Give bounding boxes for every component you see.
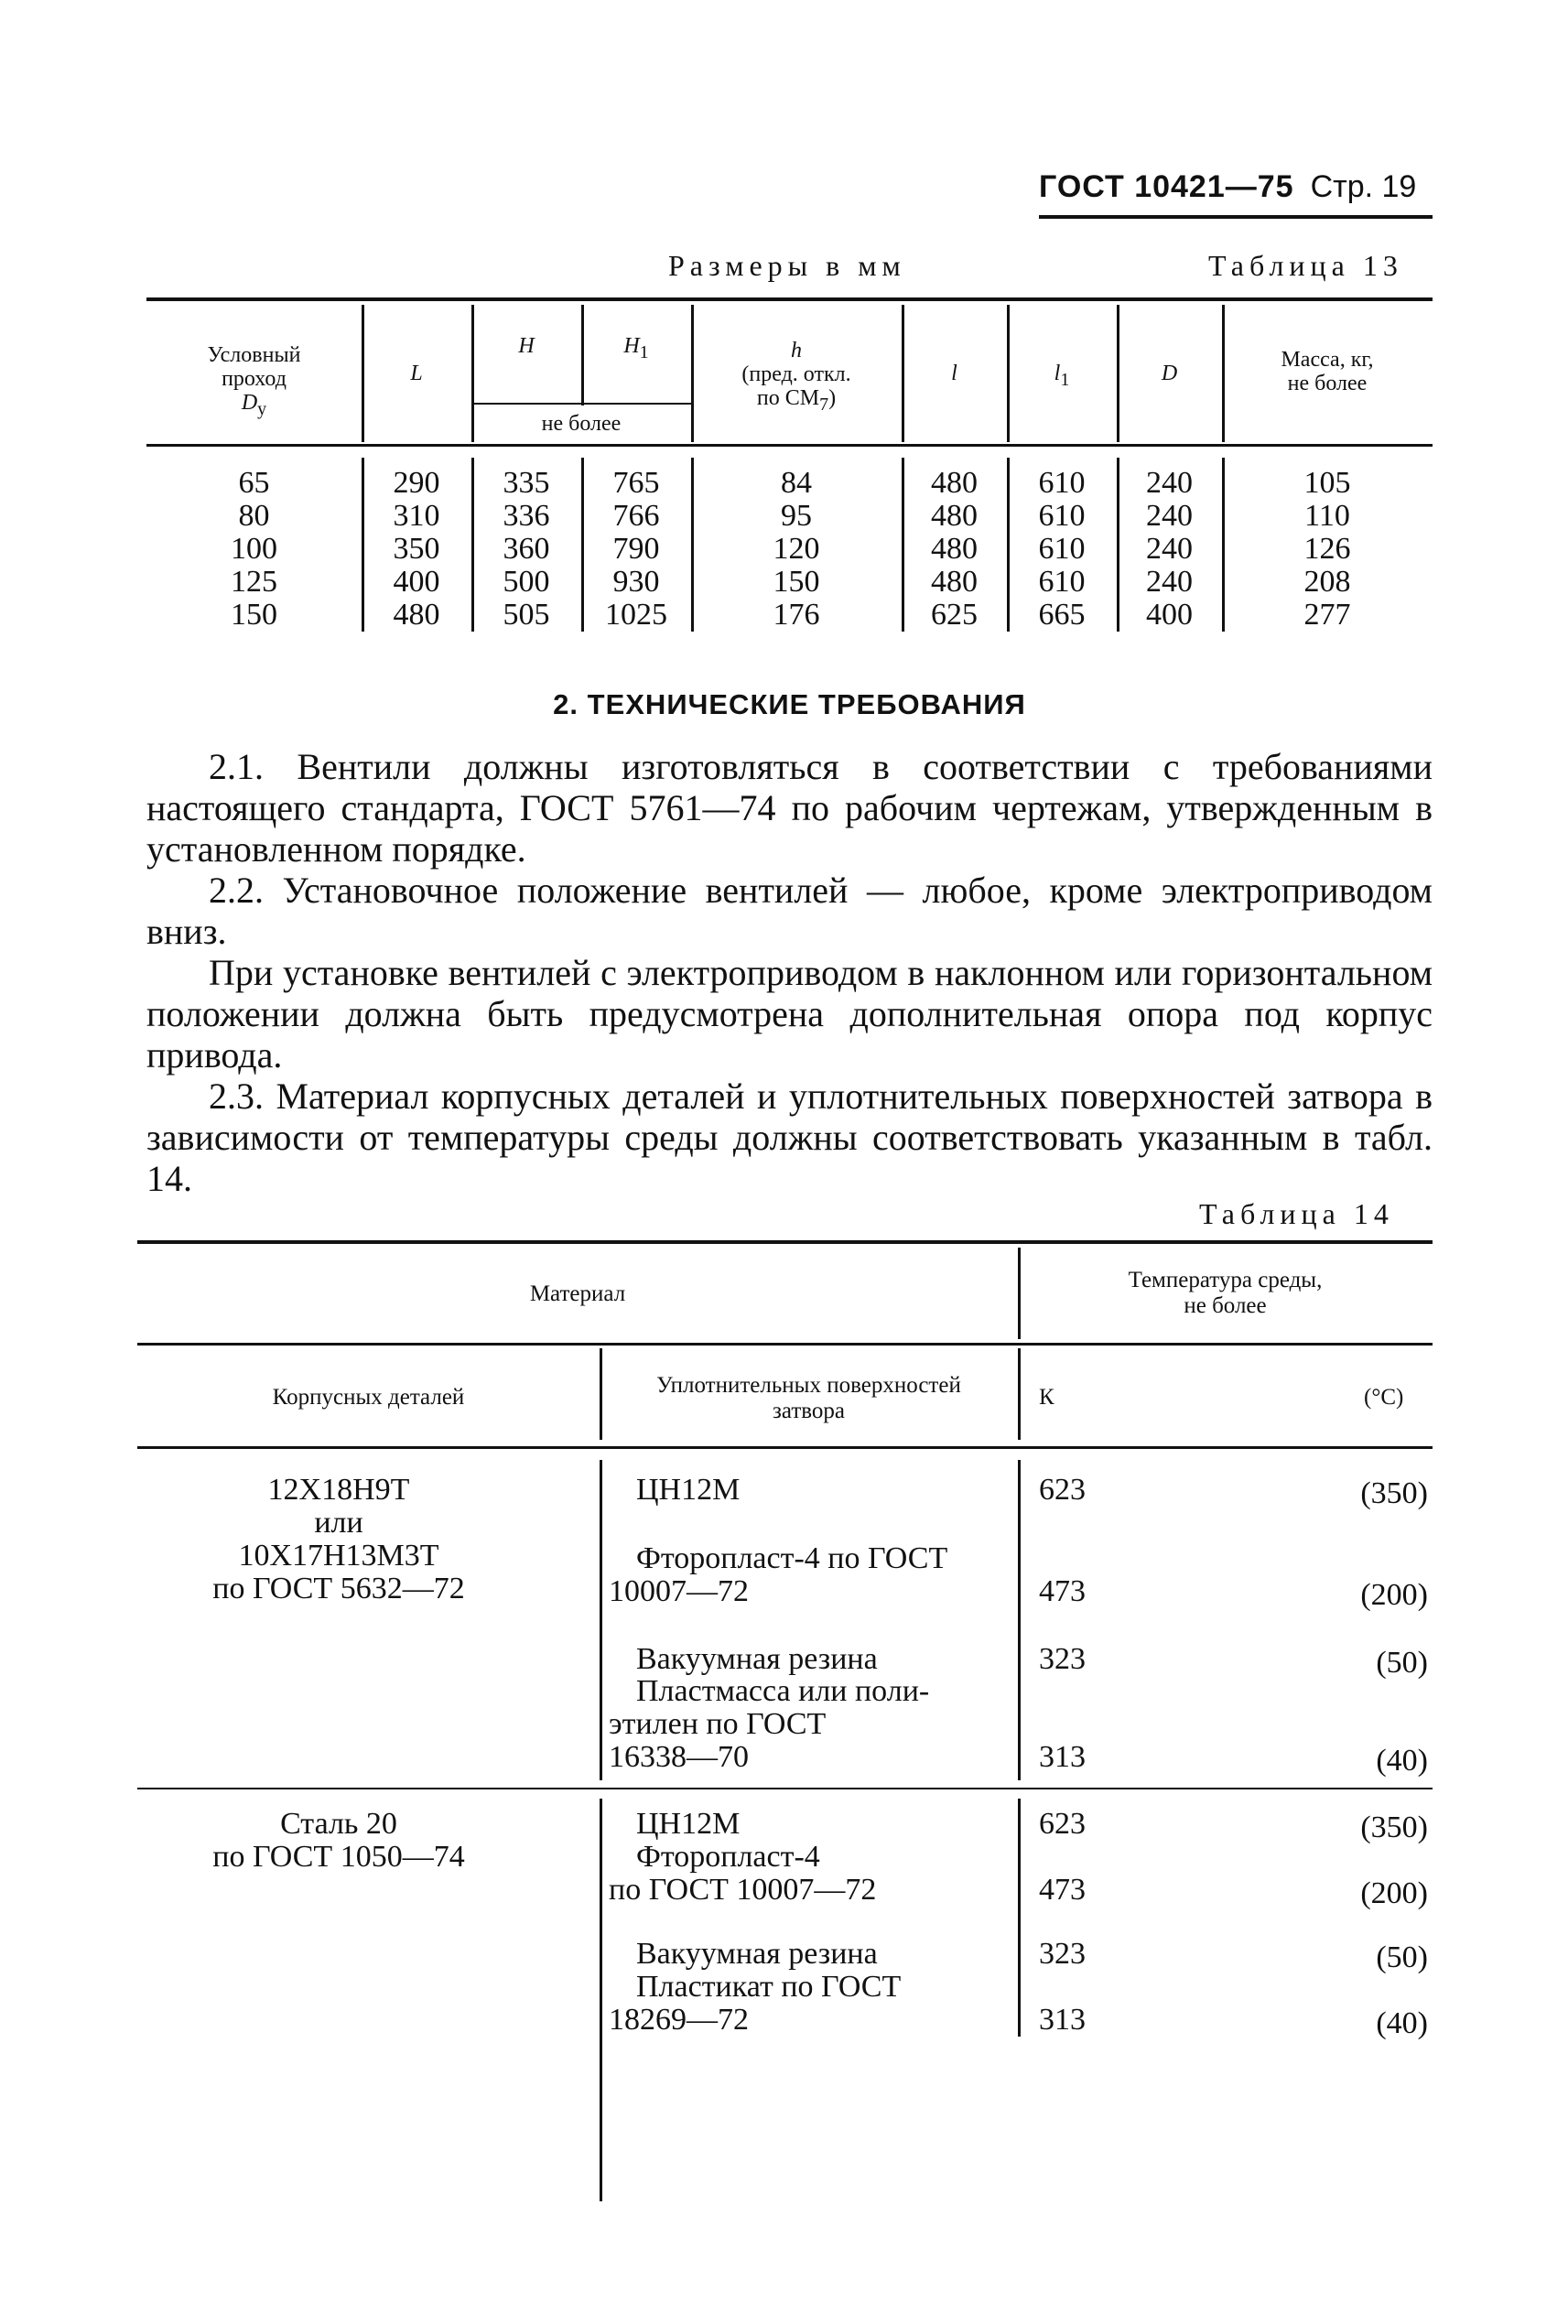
temp-celsius: (50) (1376, 1646, 1428, 1680)
seal-material-line: Вакуумная резина (636, 1642, 878, 1676)
table13-cell: 1025 (605, 598, 667, 632)
temp-celsius: (350) (1360, 1476, 1428, 1510)
th-dy: Условный проход $D_у$ (207, 343, 301, 419)
seal-material-line: ЦН12М (636, 1473, 741, 1507)
th-ne-bolee: не более (541, 412, 622, 436)
seal-material-line: Пластмасса или поли- (636, 1674, 930, 1708)
temp-kelvin: 623 (1039, 1807, 1086, 1841)
table13-cell: 665 (1038, 598, 1086, 632)
temp-celsius: (350) (1360, 1811, 1428, 1844)
th-D: D (1161, 362, 1178, 385)
temp-kelvin: 313 (1039, 2003, 1086, 2037)
th-kelvin: К (1039, 1385, 1054, 1410)
temp-kelvin: 323 (1039, 1642, 1086, 1676)
body-material-line: по ГОСТ 1050—74 (212, 1840, 465, 1874)
temp-kelvin: 473 (1039, 1574, 1086, 1608)
table13-cell: 930 (612, 565, 660, 599)
table13-cell: 625 (931, 598, 978, 632)
table13-cell: 100 (231, 532, 277, 566)
table13-cell: 790 (612, 532, 660, 566)
paragraph-2-2: 2.2. Установочное положение вентилей — любое, кроме электроприводом вниз. (146, 870, 1433, 952)
table13-cell: 765 (612, 466, 660, 500)
th-body-parts: Корпусных деталей (272, 1385, 465, 1410)
table13-cell: 65 (238, 466, 270, 500)
paragraph-2-3: 2.3. Материал корпусных деталей и уплотнительных поверхностей затвора в зависимости от температуры среды должны соответствовать указанным в табл. 14. (146, 1076, 1433, 1199)
table13-cell: 400 (393, 565, 440, 599)
table13-cell: 208 (1303, 565, 1351, 599)
table13-cell: 120 (773, 532, 820, 566)
seal-material-line: 10007—72 (609, 1574, 749, 1608)
temp-celsius: (200) (1360, 1578, 1428, 1612)
table13-cell: 125 (231, 565, 277, 599)
th-l1: $l_1$ (1054, 362, 1070, 390)
th-mass: Масса, кг, не более (1281, 348, 1374, 395)
temp-kelvin: 313 (1039, 1740, 1086, 1774)
table13-cell: 95 (781, 499, 812, 533)
table13-cell: 150 (231, 598, 277, 632)
section-title: 2. ТЕХНИЧЕСКИЕ ТРЕБОВАНИЯ (553, 688, 1026, 720)
table13-cell: 290 (393, 466, 440, 500)
seal-material-line: ЦН12М (636, 1807, 741, 1841)
table13-caption: Таблица 13 (1208, 249, 1403, 282)
table13-cell: 84 (781, 466, 812, 500)
body-material-line: 12Х18Н9Т (267, 1473, 410, 1507)
page-number: Стр. 19 (1310, 169, 1417, 204)
temp-celsius: (40) (1376, 2006, 1428, 2040)
table13-cell: 480 (931, 466, 978, 500)
table13-cell: 126 (1303, 532, 1351, 566)
temp-kelvin: 623 (1039, 1473, 1086, 1507)
temp-celsius: (50) (1376, 1940, 1428, 1974)
body-material-line: 10Х17Н13М3Т (238, 1539, 439, 1573)
table13-cell: 610 (1038, 499, 1086, 533)
seal-material-line: этилен по ГОСТ (609, 1707, 827, 1741)
table13-cell: 80 (238, 499, 270, 533)
table14-caption: Таблица 14 (1199, 1197, 1394, 1230)
table13-cell: 336 (503, 499, 550, 533)
table13-cell: 766 (612, 499, 660, 533)
th-H1: $H_1$ (623, 334, 649, 362)
th-L: L (410, 362, 423, 385)
table13-cell: 500 (503, 565, 550, 599)
table13-cell: 240 (1146, 466, 1193, 500)
th-l: l (951, 362, 957, 385)
temp-kelvin: 473 (1039, 1873, 1086, 1907)
table13-cell: 105 (1303, 466, 1351, 500)
th-seal-surfaces: Уплотнительных поверхностей затвора (656, 1373, 961, 1423)
th-material: Материал (529, 1281, 626, 1306)
table13-cell: 480 (931, 565, 978, 599)
table13-cell: 110 (1304, 499, 1350, 533)
paragraph-2-1: 2.1. Вентили должны изготовляться в соответствии с требованиями настоящего стандарта, ГОСТ 5761—74 по рабочим чертежам, утвержденным в установленном порядке. (146, 746, 1433, 870)
body-material-line: по ГОСТ 5632—72 (212, 1572, 465, 1605)
table13-cell: 240 (1146, 499, 1193, 533)
table13-cell: 240 (1146, 565, 1193, 599)
table13-cell: 480 (931, 532, 978, 566)
table-13 (146, 297, 1433, 636)
th-H: H (518, 334, 535, 358)
paragraph-2-2-note: При установке вентилей с электроприводом в наклонном или горизонтальном положении должна быть предусмотрена дополнительная опора под корпус привода. (146, 952, 1433, 1076)
table13-units: Размеры в мм (668, 249, 906, 282)
th-celsius: (°С) (1364, 1385, 1404, 1410)
table13-cell: 400 (1146, 598, 1193, 632)
table13-cell: 610 (1038, 532, 1086, 566)
standard-number: ГОСТ 10421—75 (1039, 169, 1294, 204)
table13-cell: 360 (503, 532, 550, 566)
header-rule (1039, 215, 1433, 219)
body-material-line: или (314, 1506, 363, 1540)
temp-celsius: (200) (1360, 1876, 1428, 1910)
table13-cell: 310 (393, 499, 440, 533)
seal-material-line: Пластикат по ГОСТ (636, 1970, 902, 2004)
temp-celsius: (40) (1376, 1744, 1428, 1778)
page-header (1039, 169, 1416, 205)
table13-cell: 150 (773, 565, 820, 599)
body-material-line: Сталь 20 (280, 1807, 397, 1841)
table13-cell: 335 (503, 466, 550, 500)
table13-cell: 350 (393, 532, 440, 566)
th-h: h (пред. откл. по $СМ_7$) (741, 339, 851, 415)
seal-material-line: 18269—72 (609, 2003, 749, 2037)
seal-material-line: Фторопласт-4 по ГОСТ (636, 1541, 948, 1575)
seal-material-line: по ГОСТ 10007—72 (609, 1873, 877, 1907)
table13-cell: 610 (1038, 565, 1086, 599)
table13-cell: 176 (773, 598, 820, 632)
seal-material-line: Вакуумная резина (636, 1937, 878, 1971)
table13-cell: 240 (1146, 532, 1193, 566)
table13-cell: 610 (1038, 466, 1086, 500)
table13-cell: 480 (393, 598, 440, 632)
table13-cell: 480 (931, 499, 978, 533)
temp-kelvin: 323 (1039, 1937, 1086, 1971)
seal-material-line: 16338—70 (609, 1740, 749, 1774)
table13-cell: 277 (1303, 598, 1351, 632)
seal-material-line: Фторопласт-4 (636, 1840, 820, 1874)
table13-cell: 505 (503, 598, 550, 632)
th-temperature: Температура среды, не более (1128, 1268, 1323, 1318)
table-14 (137, 1240, 1433, 2211)
